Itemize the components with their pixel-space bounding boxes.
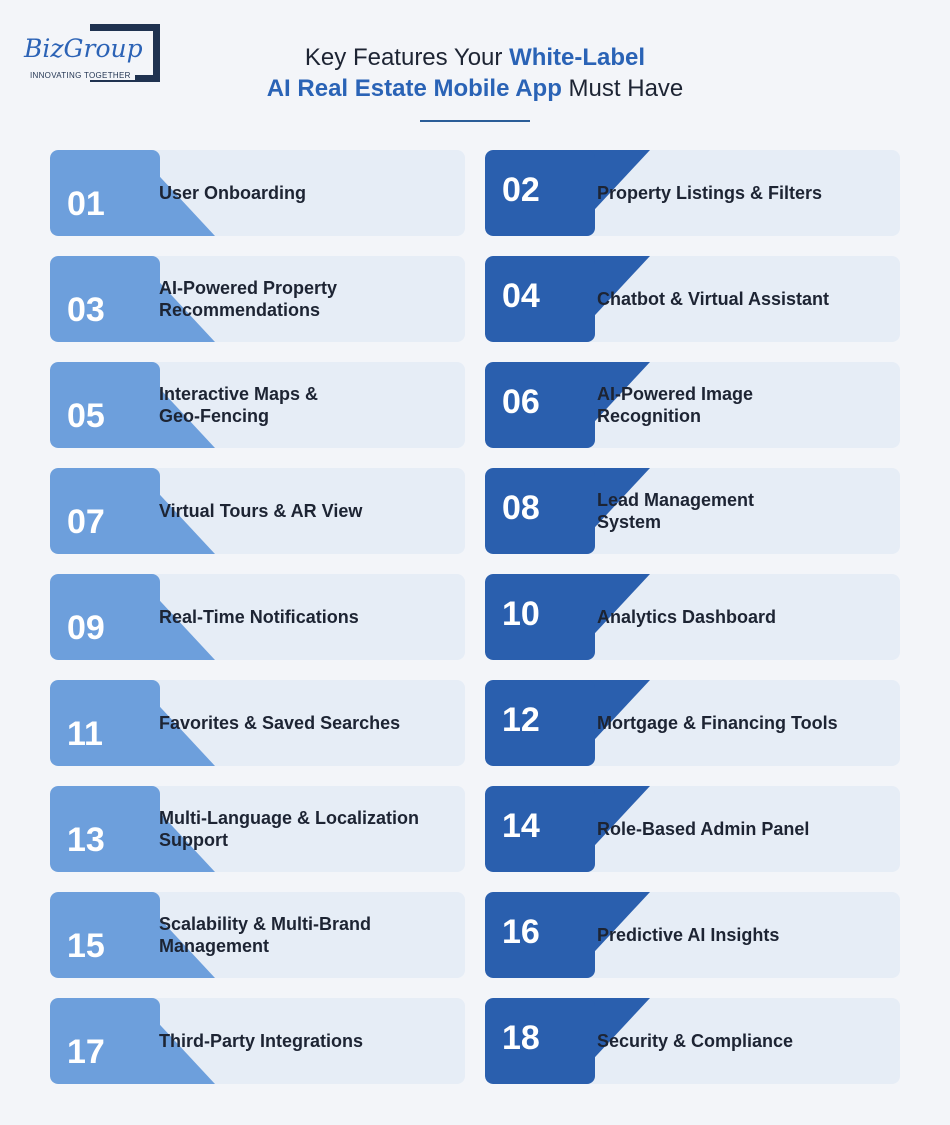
feature-number: 16 [502, 912, 540, 951]
feature-label: Security & Compliance [597, 1031, 794, 1051]
feature-number-badge [50, 362, 160, 448]
feature-number-badge [50, 468, 160, 554]
feature-label: AI-Powered Image Recognition [597, 384, 754, 426]
feature-card [50, 256, 465, 342]
feature-number-badge [485, 680, 595, 766]
feature-label: Real-Time Notifications [159, 607, 359, 627]
feature-card [485, 256, 900, 342]
feature-number: 15 [67, 926, 105, 965]
feature-label: Analytics Dashboard [597, 607, 777, 627]
feature-number: 14 [502, 806, 540, 845]
feature-label: Virtual Tours & AR View [159, 501, 363, 521]
feature-card [485, 468, 900, 554]
feature-card [50, 468, 465, 554]
title-highlight-2: AI Real Estate Mobile App [266, 75, 562, 102]
feature-label: Lead Management System [597, 490, 755, 532]
feature-number: 09 [67, 608, 105, 647]
feature-label: Third-Party Integrations [159, 1031, 364, 1051]
feature-label: Chatbot & Virtual Assistant [597, 289, 830, 309]
feature-number: 08 [502, 488, 540, 527]
title-highlight-1: White-Label [509, 44, 646, 71]
feature-number: 12 [502, 700, 540, 739]
feature-number: 04 [502, 276, 540, 315]
feature-number: 01 [67, 184, 105, 223]
feature-number: 02 [502, 170, 540, 209]
feature-number-badge [50, 574, 160, 660]
feature-card [485, 574, 900, 660]
feature-card [485, 680, 900, 766]
feature-label: Scalability & Multi-Brand Management [159, 914, 372, 956]
feature-number: 13 [67, 820, 105, 859]
feature-card [50, 362, 465, 448]
title-line-1 [0, 42, 950, 73]
feature-number-badge [50, 150, 160, 236]
logo-wordmark: BizGroup [24, 34, 143, 63]
feature-number: 03 [67, 290, 105, 329]
feature-number: 11 [67, 714, 103, 753]
feature-number: 06 [502, 382, 540, 421]
feature-card [485, 150, 900, 236]
feature-number-badge [485, 256, 595, 342]
page-header [0, 42, 950, 122]
feature-label: Role-Based Admin Panel [597, 819, 810, 839]
feature-number-badge [485, 362, 595, 448]
features-grid [50, 150, 900, 1084]
feature-number-badge [50, 892, 160, 978]
feature-number-badge [485, 574, 595, 660]
feature-number: 10 [502, 594, 540, 633]
logo-tagline: INNOVATING TOGETHER [30, 71, 135, 80]
feature-number-badge [50, 786, 160, 872]
feature-number-badge [485, 892, 595, 978]
feature-number-badge [50, 998, 160, 1084]
feature-number: 18 [502, 1018, 540, 1057]
feature-card [485, 362, 900, 448]
feature-card [485, 786, 900, 872]
feature-card [485, 892, 900, 978]
feature-card [50, 892, 465, 978]
feature-card [485, 998, 900, 1084]
feature-label: Predictive AI Insights [597, 925, 780, 945]
feature-number-badge [50, 256, 160, 342]
feature-label: Mortgage & Financing Tools [597, 713, 838, 733]
feature-number-badge [485, 786, 595, 872]
feature-number-badge [50, 680, 160, 766]
feature-number: 07 [67, 502, 105, 541]
feature-label: Property Listings & Filters [597, 183, 823, 203]
feature-number: 17 [67, 1032, 105, 1071]
feature-card [50, 574, 465, 660]
feature-card [50, 680, 465, 766]
feature-label: Favorites & Saved Searches [159, 713, 401, 733]
feature-number: 05 [67, 396, 105, 435]
title-line-2 [0, 73, 950, 104]
feature-label: AI-Powered Property Recommendations [159, 278, 338, 320]
title-prefix: Key Features Your [304, 44, 510, 71]
title-underline [420, 120, 530, 122]
feature-number-badge [485, 150, 595, 236]
feature-card [50, 786, 465, 872]
feature-number-badge [485, 998, 595, 1084]
title-suffix: Must Have [561, 75, 684, 102]
feature-label: User Onboarding [159, 183, 307, 203]
feature-card [50, 150, 465, 236]
feature-label: Interactive Maps & Geo-Fencing [159, 384, 319, 426]
feature-number-badge [485, 468, 595, 554]
feature-label: Multi-Language & Localization Support [159, 808, 419, 850]
feature-card [50, 998, 465, 1084]
